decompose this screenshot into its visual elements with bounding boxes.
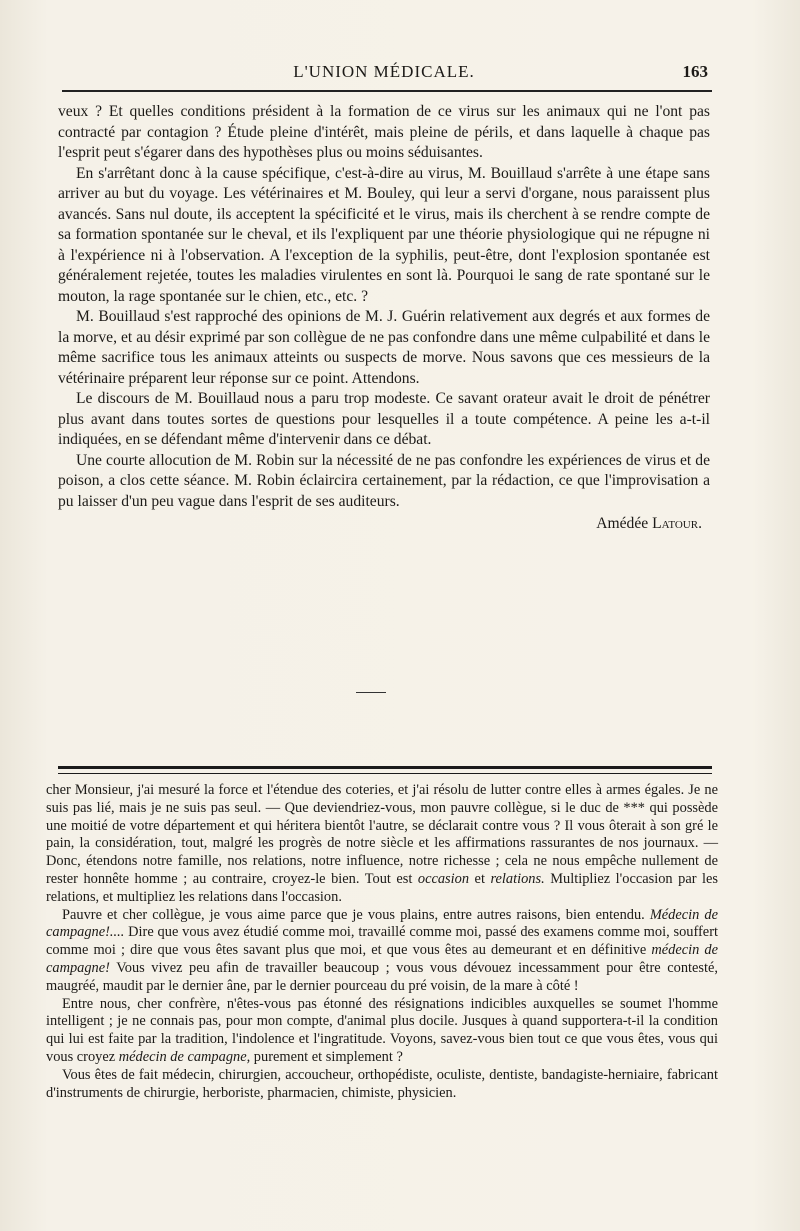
main-article	[58, 102, 710, 535]
paragraph: Une courte allocution de M. Robin sur la nécessité de ne pas confondre les expériences de virus et de poison, a clos cette séance. M. Robin éclaircira certainement, par la rédaction, ce que l'improvisation a pu laisser d'un peu vague dans l'esprit de ses auditeurs.	[58, 451, 710, 510]
paragraph: En s'arrêtant donc à la cause spécifique, c'est-à-dire au virus, M. Bouillaud s'arrête à une étape sans arriver au but du voyage. Les vétérinaires et M. Bouley, qui leur a servi d'organe, nous paraissent plus avancés. Sans nul doute, ils acceptent la spécificité et le virus, mais ils cherchent à se rendre compte de sa formation spontanée sur le cheval, et ils l'expliquent par une théorie physiologique qui ne répugne ni à l'expérience ni à l'observation. A l'exception de la syphilis, peut-être, dont l'explosion spontanée est généralement rejetée, toutes les maladies virulentes en sont là. Pourquoi le sang de rate spontané sur le mouton, la rage spontanée sur le chien, etc., etc. ?	[58, 164, 710, 305]
emphasis: médecin de campagne!	[46, 942, 718, 976]
feuilleton-section	[46, 782, 718, 1102]
paragraph	[46, 907, 718, 996]
signature-first-name: Amédée	[596, 515, 653, 532]
text-run: Multipliez l'occasion par les relations, et multipliez les relations dans l'occasion.	[46, 870, 718, 905]
text-run: Pauvre et cher collègue, je vous aime parce que je vous plains, entre autres raisons, bien entendu.	[62, 906, 650, 923]
text-run: purement et simplement ?	[250, 1048, 403, 1065]
page-header	[56, 58, 712, 88]
paragraph	[46, 996, 718, 1067]
signature-last-name: Latour.	[652, 515, 702, 532]
text-run: Entre nous, cher confrère, n'êtes-vous pas étonné des résignations indicibles auxquelles se soumet l'homme intelligent ; je ne connais pas, pour mon compte, d'animal plus docile. Jusques à quand supportera-t-il la condition qui lui est faite par la tradition, l'indolence et l'ingratitude. Voyons, savez-vous bien tout ce que vous êtes, vous qui vous croyez	[46, 995, 718, 1065]
author-signature	[58, 514, 710, 535]
feuilleton-rule	[58, 766, 712, 774]
emphasis: relations.	[490, 870, 545, 887]
emphasis: occasion	[417, 870, 470, 887]
text-run: Vous vivez peu afin de travailler beaucoup ; vous vous dévouez incessamment pour être contesté, maugréé, maudit par le dernier âne, par le dernier pourceau du pré voisin, de la mare à côté !	[46, 959, 718, 994]
paragraph: veux ? Et quelles conditions président à la formation de ce virus sur les animaux qui ne l'ont pas contracté par contagion ? Étude pleine d'intérêt, mais pleine de périls, et dans laquelle à chaque pas l'esprit peut s'égarer dans des hypothèses plus ou moins séduisantes.	[58, 103, 710, 161]
section-separator	[356, 692, 386, 693]
text-run: et	[469, 870, 491, 887]
emphasis: médecin de campagne,	[118, 1048, 251, 1065]
page-number: 163	[682, 62, 708, 81]
paragraph: Vous êtes de fait médecin, chirurgien, accoucheur, orthopédiste, oculiste, dentiste, bandagiste-herniaire, fabricant d'instruments de chirurgie, herboriste, pharmacien, chimiste, physicien.	[46, 1066, 718, 1101]
paragraph	[46, 782, 718, 907]
emphasis: Médecin de campagne!....	[46, 906, 718, 941]
paragraph: M. Bouillaud s'est rapproché des opinions de M. J. Guérin relativement aux degrés et aux formes de la morve, et au désir exprimé par son collègue de ne pas confondre dans une même culpabilité et dans le même sacrifice tous les animaux atteints ou suspects de morve. Nous savons que ces messieurs de la vétérinaire préparent leur réponse sur ce point. Attendons.	[58, 308, 710, 387]
header-rule	[62, 90, 712, 92]
running-title: L'UNION MÉDICALE.	[293, 62, 475, 81]
text-run: Dire que vous avez étudié comme moi, travaillé comme moi, passé des examens comme moi, souffert comme moi ; dire que vous êtes savant plus que moi, et que vous êtes au demeurant et en définitive	[46, 924, 718, 959]
paragraph: Le discours de M. Bouillaud nous a paru trop modeste. Ce savant orateur avait le droit de pénétrer plus avant dans toutes sortes de questions pour lesquelles il a toute compétence. A peine les a-t-il indiquées, en se défendant même d'intervenir dans ce débat.	[58, 390, 710, 448]
text-run: cher Monsieur, j'ai mesuré la force et l'étendue des coteries, et j'ai résolu de lutter contre elles à armes égales. Je ne suis pas lié, mais je ne suis pas seul. — Que deviendriez-vous, mon pauvre collègue, si le duc de *** qui possède une moitié de votre département et qui héritera bientôt l'autre, se déclarait contre vous ? Il vous ôterait à son gré le pain, la considération, tout, malgré les progrès de notre siècle et les affirmations rassurantes de nos journaux. — Donc, étendons notre famille, nos relations, notre influence, notre richesse ; cela ne nous empêche nullement de rester honnête homme ; au contraire, croyez-le bien. Tout est	[46, 782, 718, 887]
